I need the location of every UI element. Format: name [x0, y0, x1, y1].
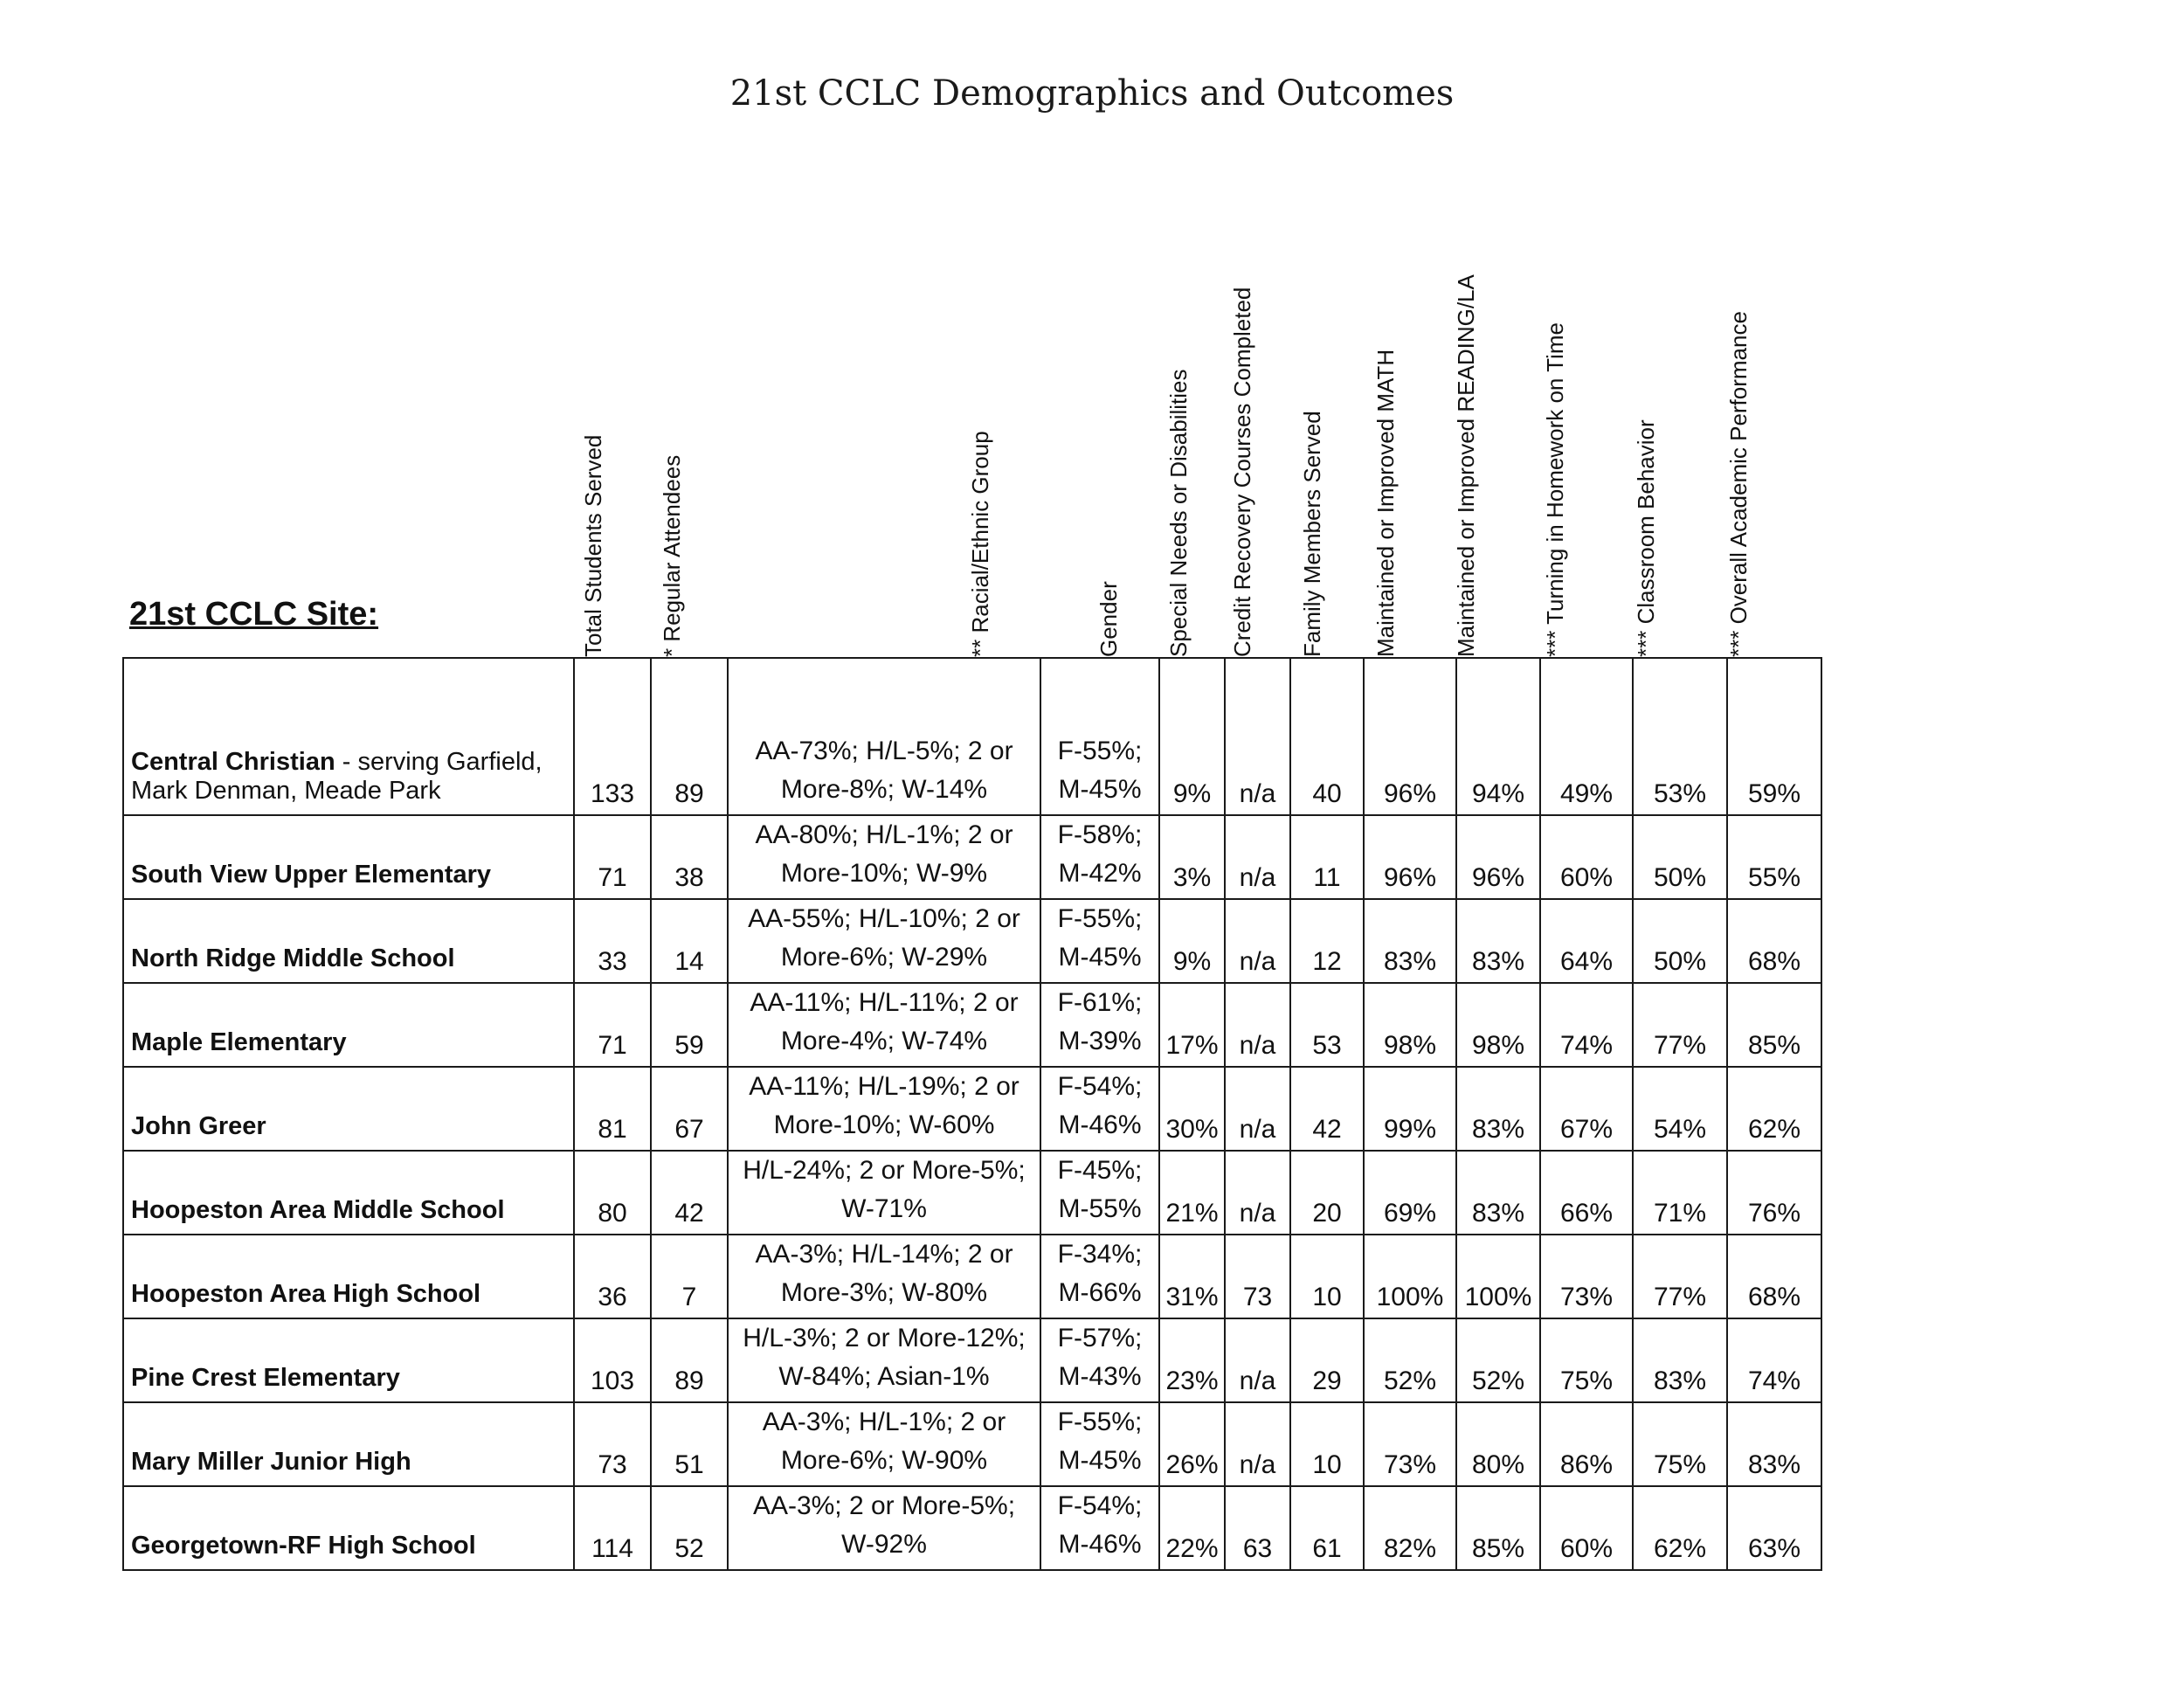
- total-students-cell: 33: [574, 899, 651, 983]
- regular-attendees-cell: 52: [651, 1486, 728, 1570]
- gender-cell: F-58%; M-42%: [1040, 815, 1159, 899]
- behavior-cell: 50%: [1633, 899, 1727, 983]
- math-cell: 96%: [1364, 658, 1456, 815]
- table-row: [123, 899, 1821, 983]
- regular-attendees-cell: 59: [651, 983, 728, 1067]
- overall-cell: 68%: [1727, 899, 1821, 983]
- total-students-cell: 133: [574, 658, 651, 815]
- regular-attendees-cell: 89: [651, 1318, 728, 1402]
- overall-cell: 59%: [1727, 658, 1821, 815]
- behavior-cell: 77%: [1633, 1235, 1727, 1318]
- math-cell: 96%: [1364, 815, 1456, 899]
- gender-cell: F-55%; M-45%: [1040, 658, 1159, 815]
- total-students-cell: 103: [574, 1318, 651, 1402]
- family-members-cell: 29: [1290, 1318, 1364, 1402]
- homework-cell: 67%: [1540, 1067, 1633, 1151]
- special-needs-cell: 22%: [1159, 1486, 1225, 1570]
- header-reading: Maintained or Improved READING/LA: [1453, 274, 1479, 657]
- site-name-cell: John Greer: [123, 1067, 574, 1151]
- site-name-cell: Central Christian - serving Garfield, Mark Denman, Meade Park: [123, 658, 574, 815]
- reading-cell: 52%: [1456, 1318, 1540, 1402]
- special-needs-cell: 31%: [1159, 1235, 1225, 1318]
- gender-cell: F-55%; M-45%: [1040, 1402, 1159, 1486]
- gender-cell: F-55%; M-45%: [1040, 899, 1159, 983]
- gender-cell: F-61%; M-39%: [1040, 983, 1159, 1067]
- site-name-cell: Mary Miller Junior High: [123, 1402, 574, 1486]
- overall-cell: 85%: [1727, 983, 1821, 1067]
- credit-recovery-cell: n/a: [1225, 1318, 1290, 1402]
- math-cell: 98%: [1364, 983, 1456, 1067]
- math-cell: 83%: [1364, 899, 1456, 983]
- overall-cell: 83%: [1727, 1402, 1821, 1486]
- racial-ethnic-cell: AA-11%; H/L-19%; 2 or More-10%; W-60%: [728, 1067, 1040, 1151]
- family-members-cell: 61: [1290, 1486, 1364, 1570]
- credit-recovery-cell: n/a: [1225, 815, 1290, 899]
- behavior-cell: 83%: [1633, 1318, 1727, 1402]
- family-members-cell: 20: [1290, 1151, 1364, 1235]
- header-regular-attendees: * Regular Attendees: [659, 454, 685, 657]
- homework-cell: 73%: [1540, 1235, 1633, 1318]
- special-needs-cell: 9%: [1159, 658, 1225, 815]
- header-special-needs: Special Needs or Disabilities: [1165, 369, 1192, 657]
- special-needs-cell: 17%: [1159, 983, 1225, 1067]
- regular-attendees-cell: 67: [651, 1067, 728, 1151]
- behavior-cell: 50%: [1633, 815, 1727, 899]
- family-members-cell: 53: [1290, 983, 1364, 1067]
- special-needs-cell: 3%: [1159, 815, 1225, 899]
- racial-ethnic-cell: AA-3%; 2 or More-5%; W-92%: [728, 1486, 1040, 1570]
- total-students-cell: 73: [574, 1402, 651, 1486]
- credit-recovery-cell: n/a: [1225, 983, 1290, 1067]
- table-row: [123, 1402, 1821, 1486]
- total-students-cell: 80: [574, 1151, 651, 1235]
- behavior-cell: 75%: [1633, 1402, 1727, 1486]
- regular-attendees-cell: 42: [651, 1151, 728, 1235]
- racial-ethnic-cell: AA-3%; H/L-1%; 2 or More-6%; W-90%: [728, 1402, 1040, 1486]
- regular-attendees-cell: 7: [651, 1235, 728, 1318]
- racial-ethnic-cell: AA-55%; H/L-10%; 2 or More-6%; W-29%: [728, 899, 1040, 983]
- math-cell: 52%: [1364, 1318, 1456, 1402]
- math-cell: 99%: [1364, 1067, 1456, 1151]
- overall-cell: 74%: [1727, 1318, 1821, 1402]
- header-credit-recovery: Credit Recovery Courses Completed: [1229, 287, 1255, 657]
- gender-cell: F-34%; M-66%: [1040, 1235, 1159, 1318]
- behavior-cell: 53%: [1633, 658, 1727, 815]
- site-name-cell: Hoopeston Area Middle School: [123, 1151, 574, 1235]
- homework-cell: 60%: [1540, 1486, 1633, 1570]
- regular-attendees-cell: 51: [651, 1402, 728, 1486]
- math-cell: 73%: [1364, 1402, 1456, 1486]
- header-gender: Gender: [1095, 581, 1122, 657]
- homework-cell: 49%: [1540, 658, 1633, 815]
- homework-cell: 60%: [1540, 815, 1633, 899]
- header-behavior: *** Classroom Behavior: [1633, 419, 1659, 657]
- racial-ethnic-cell: AA-3%; H/L-14%; 2 or More-3%; W-80%: [728, 1235, 1040, 1318]
- site-name-cell: South View Upper Elementary: [123, 815, 574, 899]
- demographics-table: [122, 657, 1822, 1571]
- site-name-cell: Maple Elementary: [123, 983, 574, 1067]
- reading-cell: 83%: [1456, 1151, 1540, 1235]
- header-homework: *** Turning in Homework on Time: [1542, 322, 1568, 657]
- special-needs-cell: 26%: [1159, 1402, 1225, 1486]
- overall-cell: 68%: [1727, 1235, 1821, 1318]
- family-members-cell: 10: [1290, 1402, 1364, 1486]
- header-total-students: Total Students Served: [580, 434, 606, 657]
- reading-cell: 83%: [1456, 899, 1540, 983]
- site-name-cell: Hoopeston Area High School: [123, 1235, 574, 1318]
- total-students-cell: 81: [574, 1067, 651, 1151]
- math-cell: 69%: [1364, 1151, 1456, 1235]
- reading-cell: 94%: [1456, 658, 1540, 815]
- credit-recovery-cell: n/a: [1225, 899, 1290, 983]
- special-needs-cell: 21%: [1159, 1151, 1225, 1235]
- gender-cell: F-54%; M-46%: [1040, 1067, 1159, 1151]
- reading-cell: 96%: [1456, 815, 1540, 899]
- header-racial-ethnic: ** Racial/Ethnic Group: [967, 431, 993, 657]
- family-members-cell: 12: [1290, 899, 1364, 983]
- behavior-cell: 71%: [1633, 1151, 1727, 1235]
- overall-cell: 76%: [1727, 1151, 1821, 1235]
- family-members-cell: 40: [1290, 658, 1364, 815]
- behavior-cell: 62%: [1633, 1486, 1727, 1570]
- credit-recovery-cell: 73: [1225, 1235, 1290, 1318]
- racial-ethnic-cell: AA-11%; H/L-11%; 2 or More-4%; W-74%: [728, 983, 1040, 1067]
- document-title: 21st CCLC Demographics and Outcomes: [729, 73, 1455, 114]
- credit-recovery-cell: n/a: [1225, 1067, 1290, 1151]
- homework-cell: 64%: [1540, 899, 1633, 983]
- behavior-cell: 54%: [1633, 1067, 1727, 1151]
- table-row: [123, 1318, 1821, 1402]
- reading-cell: 100%: [1456, 1235, 1540, 1318]
- regular-attendees-cell: 38: [651, 815, 728, 899]
- total-students-cell: 36: [574, 1235, 651, 1318]
- table-row: [123, 1486, 1821, 1570]
- homework-cell: 86%: [1540, 1402, 1633, 1486]
- family-members-cell: 10: [1290, 1235, 1364, 1318]
- site-name-cell: North Ridge Middle School: [123, 899, 574, 983]
- racial-ethnic-cell: H/L-3%; 2 or More-12%; W-84%; Asian-1%: [728, 1318, 1040, 1402]
- special-needs-cell: 30%: [1159, 1067, 1225, 1151]
- gender-cell: F-54%; M-46%: [1040, 1486, 1159, 1570]
- table-row: [123, 658, 1821, 815]
- racial-ethnic-cell: H/L-24%; 2 or More-5%; W-71%: [728, 1151, 1040, 1235]
- header-math: Maintained or Improved MATH: [1372, 349, 1399, 657]
- regular-attendees-cell: 89: [651, 658, 728, 815]
- site-name-cell: Georgetown-RF High School: [123, 1486, 574, 1570]
- gender-cell: F-57%; M-43%: [1040, 1318, 1159, 1402]
- table-row: [123, 1067, 1821, 1151]
- table-row: [123, 983, 1821, 1067]
- header-overall: *** Overall Academic Performance: [1725, 311, 1752, 657]
- family-members-cell: 11: [1290, 815, 1364, 899]
- overall-cell: 62%: [1727, 1067, 1821, 1151]
- homework-cell: 75%: [1540, 1318, 1633, 1402]
- overall-cell: 55%: [1727, 815, 1821, 899]
- total-students-cell: 71: [574, 815, 651, 899]
- special-needs-cell: 9%: [1159, 899, 1225, 983]
- family-members-cell: 42: [1290, 1067, 1364, 1151]
- total-students-cell: 71: [574, 983, 651, 1067]
- special-needs-cell: 23%: [1159, 1318, 1225, 1402]
- header-family-members: Family Members Served: [1299, 411, 1325, 657]
- table-row: [123, 1151, 1821, 1235]
- overall-cell: 63%: [1727, 1486, 1821, 1570]
- math-cell: 82%: [1364, 1486, 1456, 1570]
- reading-cell: 80%: [1456, 1402, 1540, 1486]
- site-column-heading: 21st CCLC Site:: [129, 596, 379, 633]
- reading-cell: 85%: [1456, 1486, 1540, 1570]
- math-cell: 100%: [1364, 1235, 1456, 1318]
- reading-cell: 83%: [1456, 1067, 1540, 1151]
- site-name-cell: Pine Crest Elementary: [123, 1318, 574, 1402]
- homework-cell: 66%: [1540, 1151, 1633, 1235]
- reading-cell: 98%: [1456, 983, 1540, 1067]
- credit-recovery-cell: n/a: [1225, 658, 1290, 815]
- table-row: [123, 815, 1821, 899]
- credit-recovery-cell: n/a: [1225, 1402, 1290, 1486]
- regular-attendees-cell: 14: [651, 899, 728, 983]
- behavior-cell: 77%: [1633, 983, 1727, 1067]
- homework-cell: 74%: [1540, 983, 1633, 1067]
- racial-ethnic-cell: AA-73%; H/L-5%; 2 or More-8%; W-14%: [728, 658, 1040, 815]
- table-row: [123, 1235, 1821, 1318]
- credit-recovery-cell: 63: [1225, 1486, 1290, 1570]
- gender-cell: F-45%; M-55%: [1040, 1151, 1159, 1235]
- total-students-cell: 114: [574, 1486, 651, 1570]
- credit-recovery-cell: n/a: [1225, 1151, 1290, 1235]
- racial-ethnic-cell: AA-80%; H/L-1%; 2 or More-10%; W-9%: [728, 815, 1040, 899]
